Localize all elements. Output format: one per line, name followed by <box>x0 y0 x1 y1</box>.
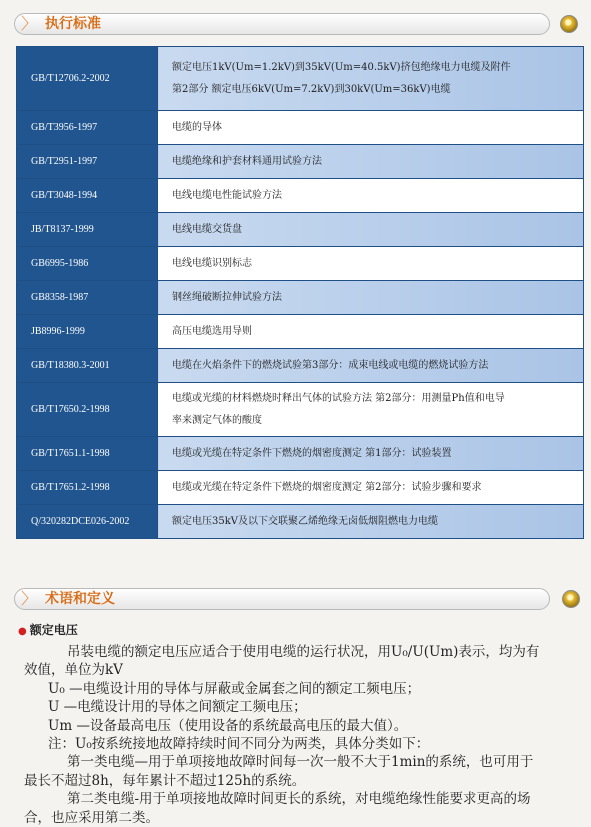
paragraph-cont: 效值，单位为kV <box>24 662 123 679</box>
class-two: 第二类电缆-用于单项接地故障时间更长的系统，对电缆绝缘性能要求更高的场 <box>67 791 531 808</box>
chevron-right-icon: 〉 <box>21 589 38 608</box>
definition-um: Um —设备最高电压（使用设备的系统最高电压的最大值）。 <box>48 717 408 734</box>
standard-description <box>158 179 584 213</box>
terms-section-header <box>14 588 550 610</box>
chevron-right-icon: 〉 <box>21 14 38 33</box>
heading-text: 额定电压 <box>29 623 78 637</box>
standard-description <box>158 349 584 383</box>
standard-description <box>158 47 584 111</box>
standard-code: GB/T3956-1997 <box>17 111 158 145</box>
rated-voltage-heading <box>18 621 78 638</box>
description-line: 电缆在火焰条件下的燃烧试验第3部分：成束电线或电缆的燃烧试验方法 <box>172 359 489 371</box>
description-line: 额定电压1kV(Um=1.2kV)到35kV(Um=40.5kV)挤包绝缘电力电缆及附件 <box>172 61 511 73</box>
standard-code: JB8996-1999 <box>17 315 158 349</box>
standards-section-header <box>14 13 550 35</box>
description-line: 电缆或光缆在特定条件下燃烧的烟密度测定 第2部分：试验步骤和要求 <box>172 481 482 493</box>
description-line: 额定电压35kV及以下交联聚乙烯绝缘无卤低烟阻燃电力电缆 <box>172 515 439 527</box>
terms-body <box>24 643 573 827</box>
bullet-icon: ● <box>18 626 27 637</box>
standard-description <box>158 111 584 145</box>
standard-row <box>17 437 584 471</box>
standard-code: GB/T17651.1-1998 <box>17 437 158 471</box>
standard-code: GB/T2951-1997 <box>17 145 158 179</box>
standard-description <box>158 281 584 315</box>
standard-code: GB/T18380.3-2001 <box>17 349 158 383</box>
description-line: 电线电缆识别标志 <box>172 257 252 269</box>
standard-description <box>158 213 584 247</box>
terms-section-title: 术语和定义 <box>45 591 115 607</box>
paragraph: 吊装电缆的额定电压应适合于使用电缆的运行状况，用U₀/U(Um)表示，均为有 <box>67 644 540 660</box>
standard-row <box>17 315 584 349</box>
standard-row <box>17 111 584 145</box>
description-line: 电线电缆电性能试验方法 <box>172 189 282 201</box>
standard-row <box>17 247 584 281</box>
standard-code: GB/T12706.2-2002 <box>17 47 158 111</box>
standard-row <box>17 281 584 315</box>
description-line: 第2部分 额定电压6kV(Um=7.2kV)到30kV(Um=36kV)电缆 <box>172 83 451 95</box>
standard-description <box>158 145 584 179</box>
standard-row <box>17 47 584 111</box>
standard-row <box>17 179 584 213</box>
standards-section-title: 执行标准 <box>45 16 101 32</box>
standard-description <box>158 315 584 349</box>
description-line: 电线电缆交货盘 <box>172 223 242 235</box>
standard-description <box>158 437 584 471</box>
standard-code: GB/T17650.2-1998 <box>17 383 158 437</box>
gold-emblem-icon <box>560 15 578 33</box>
standard-code: JB/T8137-1999 <box>17 213 158 247</box>
class-one-cont: 最长不超过8h，每年累计不超过125h的系统。 <box>24 772 306 789</box>
description-line: 电缆的导体 <box>172 121 222 133</box>
standard-code: GB6995-1986 <box>17 247 158 281</box>
description-line: 电缆或光缆的材料燃烧时释出气体的试验方法 第2部分：用测量Ph值和电导 <box>172 392 505 404</box>
standard-description <box>158 383 584 437</box>
standard-code: Q/320282DCE026-2002 <box>17 505 158 539</box>
description-line: 电缆绝缘和护套材料通用试验方法 <box>172 155 322 167</box>
standard-description <box>158 247 584 281</box>
description-line: 电缆或光缆在特定条件下燃烧的烟密度测定 第1部分：试验装置 <box>172 447 452 459</box>
definition-u: U —电缆设计用的导体之间额定工频电压； <box>48 699 307 716</box>
gold-emblem-icon <box>562 590 580 608</box>
standard-description <box>158 505 584 539</box>
standard-code: GB/T3048-1994 <box>17 179 158 213</box>
standard-row <box>17 471 584 505</box>
standard-row <box>17 349 584 383</box>
standard-code: GB8358-1987 <box>17 281 158 315</box>
standard-row <box>17 213 584 247</box>
standard-description <box>158 471 584 505</box>
note: 注：U₀按系统接地故障持续时间不同分为两类，具体分类如下： <box>48 736 430 753</box>
description-line: 钢丝绳破断拉伸试验方法 <box>172 291 282 303</box>
class-two-cont: 合，也应采用第二类。 <box>24 809 159 826</box>
definition-u0: U₀ —电缆设计用的导体与屏蔽或金属套之间的额定工频电压； <box>48 680 421 697</box>
standards-table <box>16 46 584 539</box>
standard-row <box>17 505 584 539</box>
standard-row <box>17 145 584 179</box>
class-one: 第一类电缆—用于单项接地故障时间每一次一般不大于1min的系统，也可用于 <box>67 754 534 771</box>
description-line: 率来测定气体的酸度 <box>172 414 262 426</box>
description-line: 高压电缆选用导则 <box>172 325 252 337</box>
standard-row <box>17 383 584 437</box>
standard-code: GB/T17651.2-1998 <box>17 471 158 505</box>
